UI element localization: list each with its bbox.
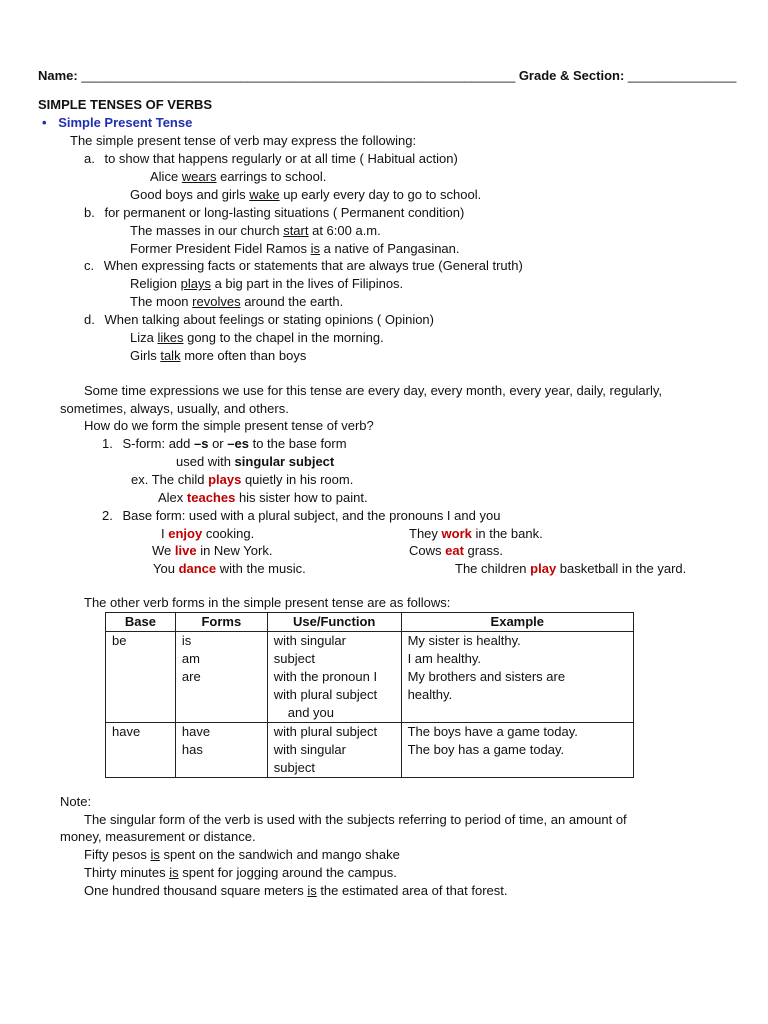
name-label: Name: (38, 68, 78, 83)
bullet-icon: • (42, 115, 47, 130)
paragraph: money, measurement or distance. (60, 829, 256, 844)
rule-sform-usage: used with singular subject (176, 454, 335, 469)
example-sentence: One hundred thousand square meters is the estimated area of that forest. (84, 883, 508, 898)
table-cell: with plural subject with singular subject (267, 723, 401, 778)
intro-text: The simple present tense of verb may express the following: (70, 133, 417, 148)
example-sentence: I enjoy cooking. (161, 526, 255, 541)
table-cell: My sister is healthy. I am healthy. My brothers and sisters are healthy. (401, 632, 633, 723)
paragraph: sometimes, always, usually, and others. (60, 401, 289, 416)
example-sentence: Liza likes gong to the chapel in the morning. (130, 330, 384, 345)
table-header-row (106, 613, 634, 632)
example-sentence: We live in New York. (152, 543, 273, 558)
verb-forms-table (105, 612, 634, 778)
page-title: SIMPLE TENSES OF VERBS (38, 97, 213, 112)
table-cell: The boys have a game today. The boy has a game today. (401, 723, 633, 778)
column-header: Example (401, 613, 633, 632)
paragraph: The other verb forms in the simple present tense are as follows: (84, 595, 451, 610)
rule-baseform: 2. Base form: used with a plural subject, and the pronouns I and you (102, 508, 501, 523)
grade-section-label: Grade & Section: (518, 68, 625, 83)
table-row (106, 632, 634, 723)
grade-section-blank: _______________ (627, 68, 737, 83)
example-sentence: Good boys and girls wake up early every day to go to school. (130, 187, 482, 202)
note-label: Note: (60, 794, 92, 809)
column-header: Use/Function (267, 613, 401, 632)
section-heading-text: Simple Present Tense (58, 115, 193, 130)
example-sentence: Cows eat grass. (409, 543, 503, 558)
example-sentence: Girls talk more often than boys (130, 348, 307, 363)
paragraph: The singular form of the verb is used with the subjects referring to period of time, an amount of (84, 812, 627, 827)
column-header: Base (106, 613, 176, 632)
rule-sform: 1. S-form: add –s or –es to the base form (102, 436, 347, 451)
example-sentence: Alex teaches his sister how to paint. (158, 490, 368, 505)
example-sentence: You dance with the music. (153, 561, 306, 576)
table-cell: is am are (175, 632, 267, 723)
table-cell: with singular subject with the pronoun I with plural subject and you (267, 632, 401, 723)
example-sentence: Thirty minutes is spent for jogging around the campus. (84, 865, 397, 880)
table-cell: have (106, 723, 176, 778)
section-heading (42, 115, 192, 131)
example-sentence: Alice wears earrings to school. (150, 169, 327, 184)
example-sentence: They work in the bank. (409, 526, 543, 541)
list-item: c. When expressing facts or statements that are always true (General truth) (84, 258, 523, 273)
name-blank: ____________________________________________________________ (81, 68, 516, 83)
list-item: b. for permanent or long-lasting situations ( Permanent condition) (84, 205, 465, 220)
example-sentence: The children play basketball in the yard. (455, 561, 687, 576)
paragraph: Some time expressions we use for this tense are every day, every month, every year, daily, regularly, (84, 383, 663, 398)
example-sentence: ex. The child plays quietly in his room. (131, 472, 354, 487)
list-item: d. When talking about feelings or stating opinions ( Opinion) (84, 312, 434, 327)
question: How do we form the simple present tense of verb? (84, 418, 374, 433)
example-sentence: Religion plays a big part in the lives of Filipinos. (130, 276, 404, 291)
example-sentence: The masses in our church start at 6:00 a.m. (130, 223, 381, 238)
name-field (38, 68, 736, 84)
column-header: Forms (175, 613, 267, 632)
example-sentence: Former President Fidel Ramos is a native of Pangasinan. (130, 241, 460, 256)
list-item: a. to show that happens regularly or at all time ( Habitual action) (84, 151, 458, 166)
table-row (106, 723, 634, 778)
table-cell: be (106, 632, 176, 723)
example-sentence: The moon revolves around the earth. (130, 294, 344, 309)
example-sentence: Fifty pesos is spent on the sandwich and mango shake (84, 847, 400, 862)
table-cell: have has (175, 723, 267, 778)
